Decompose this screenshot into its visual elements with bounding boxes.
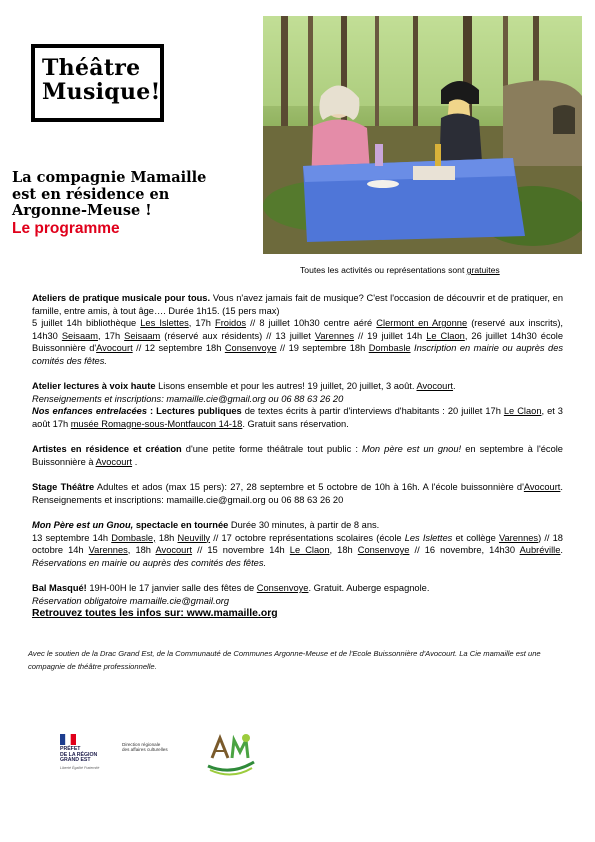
artistes-title: Artistes en résidence et création [32,444,182,454]
programme-label: Le programme [12,219,120,237]
gnou-reservation-note: Réservations en mairie ou auprès des comités des fêtes. [32,557,267,568]
website-link[interactable]: Retrouvez toutes les infos sur: www.mamaille.org [32,608,278,619]
place-link-varennes-college[interactable]: Varennes [498,532,539,543]
gnou-islettes: Les Islettes [404,532,453,543]
forest-table-photo [263,16,582,254]
headline-line-1: La compagnie Mamaille [12,169,207,186]
gnou-t5: ) // 18 octobre 14h [32,532,563,555]
place-link-le-claon[interactable]: Le Claon [426,330,465,341]
place-link-dombasle-gnou[interactable]: Dombasle, [111,532,156,543]
place-link-les-islettes[interactable]: Les Islettes [140,318,189,328]
gnou-t3: // 17 octobre représentations scolaires (école [210,532,405,543]
ateliers-intro: Vous n'avez jamais fait de musique? C'est l'occasion de découvrir et de pratiquer, en famille, entre amis, à tout âge…. Durée 1h15. (15 pers max) [32,293,563,316]
place-link-dombasle[interactable]: Dombasle [368,343,411,353]
block-ateliers [32,292,563,367]
ateliers-t2: , 17h [188,318,216,328]
place-link-le-claon-lectures[interactable]: Le Claon [503,406,542,416]
artistes-text2: en septembre à l'école Buissonnière à [32,444,563,467]
stage-title: Stage Théâtre [32,482,95,492]
artistes-end: . [132,456,138,467]
place-link-le-claon-gnou[interactable]: Le Claon [289,545,330,555]
place-link-varennes-gnou[interactable]: Varennes [88,545,128,555]
lectures-text: Lisons ensemble et pour les autres! 19 juillet, 20 juillet, 3 août. [155,381,417,391]
lectures-title: Atelier lectures à voix haute [32,381,156,391]
gnou-intro: Durée 30 minutes, à partir de 8 ans. [228,520,380,530]
free-activities-note [300,265,500,275]
argonne-meuse-logo-icon [202,732,260,780]
place-link-avocourt-lectures[interactable]: Avocourt [416,381,454,391]
place-link-neuvilly[interactable]: Neuvilly [177,532,211,543]
ateliers-t5: , 17h [98,330,125,341]
place-link-consenvoye-gnou[interactable]: Consenvoye [357,545,410,555]
partner-logos [60,730,280,790]
headline-line-2: est en résidence en [12,185,170,203]
block-bal [32,582,563,621]
gnou-t8: , 18h [329,545,358,555]
gnou-title-italic: Mon Père est un Gnou, [32,520,134,530]
place-link-musee-romagne[interactable]: musée Romagne-sous-Montfaucon 14-18 [70,418,243,429]
prefet-line-2: DE LA RÉGION [60,751,98,758]
block-stage [32,481,563,506]
bal-text: 19H-00H le 17 janvier salle des fêtes de [86,583,257,593]
enfances-text: de textes écrits à partir d'interviews d'habitants : 20 juillet 17h [241,406,504,416]
drac-line-1: Direction régionale [122,742,161,747]
stage-text2: . Renseignements et inscriptions: mamaille.cie@gmail.org ou 06 88 63 26 20 [32,482,563,505]
place-link-seisaam-2[interactable]: Seisaam [124,330,161,341]
block-artistes [32,443,563,468]
logo-line-1: Théâtre [42,55,141,81]
place-link-avocourt-artistes[interactable]: Avocourt [95,456,133,467]
enfances-t3: . Gratuit sans réservation. [242,418,349,429]
block-lectures [32,380,563,430]
drac-logo-text [122,742,180,753]
marianne-flag-icon [60,734,76,745]
ateliers-t4: (reservé aux inscrits), 14h30 [32,318,564,341]
ateliers-t8: , 26 juillet 14h30 école Buissonnière d' [32,330,564,353]
place-link-consenvoye[interactable]: Consenvoye [224,343,277,353]
place-link-froidos[interactable]: Froidos [215,318,247,328]
prefet-line-3: GRAND EST [60,757,91,764]
place-link-avocourt-stage[interactable]: Avocourt [523,482,561,492]
gnou-t9: // 16 novembre, 14h30 [409,545,520,555]
gnou-t10: . [560,545,564,555]
place-link-consenvoye-bal[interactable]: Consenvoye [256,583,309,593]
gnou-t2: 18h [155,532,178,543]
stage-text: Adultes et ados (max 15 pers): 27, 28 septembre et 5 octobre de 10h à 16h. A l'école buissonnière d' [94,482,524,492]
lectures-contact: Renseignements et inscriptions: mamaille.cie@gmail.org ou 06 88 63 26 20 [32,393,344,404]
lectures-end: . [453,381,456,391]
free-note-link: gratuites [466,265,500,275]
enfances-t2: , et 3 août 17h [32,406,563,429]
place-link-avocourt-gnou[interactable]: Avocourt [155,545,193,555]
prefet-line-1: PRÉFET [60,746,81,752]
place-link-varennes[interactable]: Varennes [314,330,354,341]
place-link-avocourt[interactable]: Avocourt [96,343,133,353]
bal-text2: . Gratuit. Auberge espagnole. [308,583,430,593]
prefet-motto: Liberté Égalité Fraternité [60,766,100,770]
programme-body [32,292,563,621]
ateliers-t1: 5 juillet 14h bibliothèque [32,318,141,328]
gnou-t6: , 18h [127,545,156,555]
place-link-aubreville[interactable]: Aubréville [519,545,561,555]
theatre-musique-logo [31,44,164,122]
bal-title: Bal Masqué! [32,583,87,593]
ateliers-t3: // 8 juillet 10h30 centre aéré [246,318,377,328]
logo-line-2: Musique! [42,79,161,105]
headline [12,170,252,237]
headline-line-3: Argonne-Meuse ! [12,202,152,219]
ateliers-t7: // 19 juillet 14h [353,330,427,341]
gnou-t7: // 15 novembre 14h [192,545,290,555]
block-gnou [32,519,563,569]
prefet-logo-text [60,747,110,764]
support-footnote: Avec le soutien de la Drac Grand Est, de la Communauté de Communes Argonne-Meuse et de l'Ecole Buissonnière d'Avocourt. La Cie mamaille est une compagnie de théâtre professionnelle. [28,649,541,671]
gnou-t4: et collège [452,532,499,543]
bal-reservation-note: Réservation obligatoire mamaille.cie@gmail.org [32,595,230,606]
ateliers-t9: // 12 septembre 18h [132,343,225,353]
ateliers-t10: // 19 septembre 18h [276,343,369,353]
gnou-t1: 13 septembre 14h [32,532,112,543]
ateliers-inscription-note: Inscription en mairie ou auprès des comités des fêtes. [32,343,564,366]
free-note-text: Toutes les activités ou représentations sont [300,265,467,275]
enfances-bold: : Lectures publiques [147,406,242,416]
ateliers-title: Ateliers de pratique musicale pour tous. [32,293,211,303]
place-link-clermont[interactable]: Clermont en Argonne [376,318,468,328]
artistes-text: d'une petite forme théâtrale tout public : [181,444,362,454]
drac-line-2: des affaires culturelles [122,747,168,753]
gnou-title-bold: spectacle en tournée [133,520,229,530]
enfances-title: Nos enfances entrelacées [32,406,148,416]
artistes-italic: Mon père est un gnou! [362,444,462,454]
place-link-seisaam-1[interactable]: Seisaam [61,330,99,341]
ateliers-t6: (réservé aux résidents) // 13 juillet [160,330,315,341]
